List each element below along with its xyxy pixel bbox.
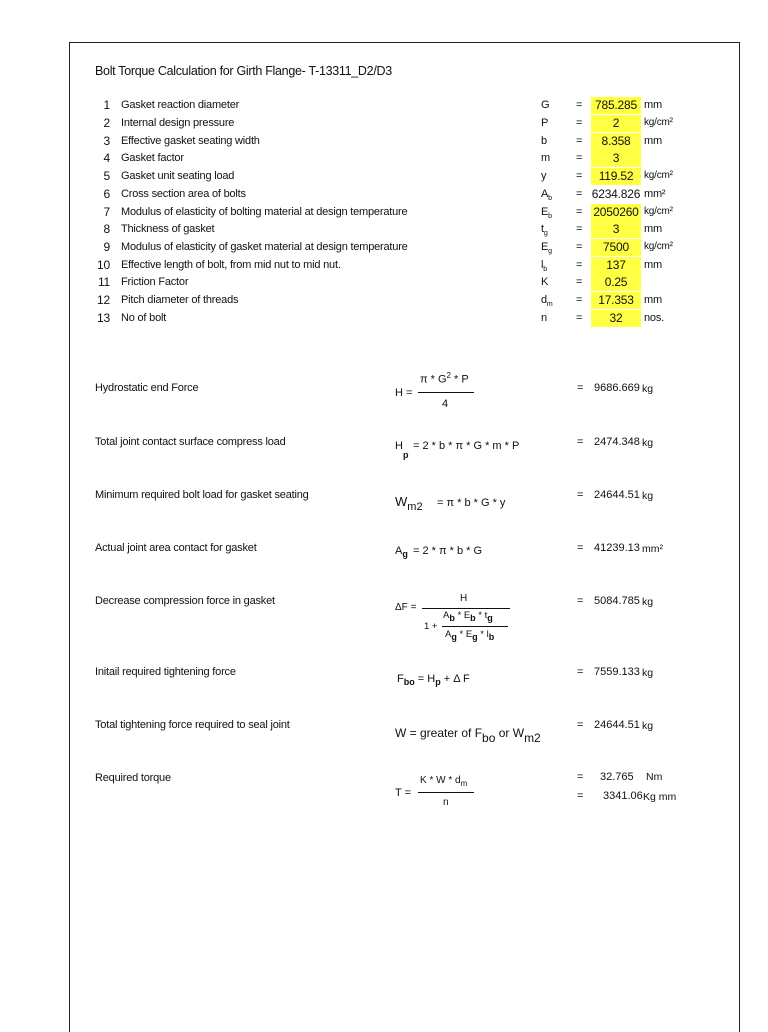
formula-numerator: K * W * d [420,775,461,786]
parameter-unit: nos. [644,312,664,324]
parameter-symbol-letter: K [541,276,549,288]
calc-value-torque-kgmm: 3341.06 [603,790,643,802]
formula-symbol: W [395,494,408,509]
calc-equals: = [577,595,584,607]
parameter-equals: = [576,259,583,271]
parameter-equals: = [576,117,583,129]
calc-label-hydrostatic: Hydrostatic end Force [95,382,199,394]
parameter-description: Internal design pressure [121,117,235,129]
parameter-description: Pitch diameter of threads [121,294,239,306]
formula-rhs: = π * b * G * y [437,497,506,509]
formula-subscript: bo [403,677,415,687]
formula-lhs: ΔF = [395,602,417,613]
parameter-symbol [541,170,546,182]
parameter-row [0,170,768,187]
parameter-description: Thickness of gasket [121,223,215,235]
calc-value-min-bolt-load: 24644.51 [594,489,640,501]
formula-subscript: g [451,632,457,642]
parameter-row [0,276,768,293]
parameter-unit: kg/cm² [644,206,673,217]
parameter-symbol-subscript: b [543,266,547,274]
formula-subscript: b [449,613,455,623]
formula-numerator: H [460,593,468,604]
formula-symbol: F [397,673,404,685]
parameter-symbol-subscript: g [548,248,552,256]
parameter-symbol-letter: d [541,294,547,306]
parameter-number: 2 [103,116,110,130]
formula-subscript: m2 [524,731,541,745]
formula-symbol: A [395,545,403,557]
calc-equals: = [577,771,584,783]
parameter-value: 2050260 [591,204,641,221]
formula-text-mid: or W [495,726,525,740]
formula-denominator: 4 [442,398,449,410]
fraction-bar [422,608,510,609]
parameter-symbol-subscript: m [546,301,553,309]
calc-value-decrease-force: 5084.785 [594,595,640,607]
parameter-value: 137 [591,257,641,274]
parameter-symbol [541,152,550,164]
parameter-unit: mm² [644,188,666,200]
calc-label-decrease-force: Decrease compression force in gasket [95,595,275,607]
parameter-value: 3 [591,221,641,238]
formula-lhs: T = [395,787,412,799]
parameter-description: Gasket factor [121,152,184,164]
formula-one-plus: 1 + [424,621,438,632]
formula-inner-denominator-mid: * E [456,629,473,640]
parameter-number: 3 [103,134,110,148]
parameter-symbol-letter: n [541,312,547,324]
parameter-equals: = [576,188,583,200]
parameter-equals: = [576,99,583,111]
parameter-number: 9 [103,240,110,254]
parameter-row [0,294,768,311]
document-title: Bolt Torque Calculation for Girth Flange- T-13311_D2/D3 [95,64,392,78]
parameter-symbol [541,259,547,273]
fraction-bar-inner [442,626,508,627]
parameter-number: 13 [97,311,110,325]
parameter-equals: = [576,152,583,164]
formula-rhs: = 2 * b * π * G * m * P [413,440,520,452]
calc-equals: = [577,542,584,554]
formula-subscript: bo [482,731,496,745]
parameter-value: 0.25 [591,274,641,291]
parameter-equals: = [576,135,583,147]
parameter-value: 7500 [591,239,641,256]
parameter-symbol [541,223,548,237]
parameter-value: 3 [591,150,641,167]
calc-label-joint-load: Total joint contact surface compress load [95,436,286,448]
calc-equals: = [577,382,584,394]
parameter-symbol [541,276,548,288]
parameter-unit: kg/cm² [644,241,673,252]
parameter-symbol [541,99,549,111]
parameter-symbol-subscript: g [543,230,548,238]
parameter-number: 8 [103,222,110,236]
formula-tail: + Δ F [440,673,470,685]
calc-unit-initial-force: kg [642,667,654,679]
parameter-description: Effective length of bolt, from mid nut to mid nut. [121,259,341,271]
parameter-symbol-letter: m [541,152,550,164]
parameter-row [0,188,768,205]
formula-subscript: p [403,450,409,460]
parameter-unit: mm [644,135,662,147]
parameter-unit: mm [644,294,662,306]
parameter-equals: = [576,223,583,235]
calc-equals: = [577,436,584,448]
formula-numerator: π * G [420,373,447,386]
calc-equals: = [577,489,584,501]
parameter-description: Modulus of elasticity of bolting material at design temperature [121,206,408,218]
parameter-row [0,99,768,116]
parameter-number: 4 [103,151,110,165]
formula-subscript: g [402,549,408,559]
parameter-value: 785.285 [591,97,641,114]
parameter-number: 5 [103,169,110,183]
formula-subscript: m2 [407,501,423,513]
parameter-equals: = [576,312,583,324]
fraction-bar [418,392,474,393]
parameter-description: Effective gasket seating width [121,135,260,147]
parameter-value: 32 [591,310,641,327]
parameter-number: 12 [97,293,110,307]
parameter-symbol-letter: l [541,259,544,271]
parameter-symbol [541,312,547,324]
parameter-row [0,259,768,276]
parameter-symbol [541,117,548,129]
calc-value-initial-force: 7559.133 [594,666,640,678]
calc-equals: = [577,666,584,678]
parameter-number: 11 [97,275,110,289]
parameter-description: No of bolt [121,312,167,324]
parameter-value: 8.358 [591,133,641,150]
formula-lhs: H = [395,387,413,399]
calc-value-hydrostatic: 9686.669 [594,382,640,394]
parameter-symbol-letter: y [541,170,547,182]
parameter-symbol-letter: P [541,117,549,129]
formula-inner-numerator: A [443,610,450,621]
calc-equals: = [577,719,584,731]
formula-subscript: b [470,613,476,623]
parameter-description: Gasket unit seating load [121,170,235,182]
parameter-symbol-letter: b [541,135,547,147]
parameter-unit: kg/cm² [644,117,673,128]
parameter-symbol-letter: G [541,99,550,111]
parameter-value: 119.52 [591,168,641,185]
parameter-equals: = [576,276,583,288]
calc-unit-decrease-force: kg [642,596,654,608]
parameter-description: Gasket reaction diameter [121,99,240,111]
parameter-number: 6 [103,187,110,201]
parameter-symbol-letter: E [541,241,549,253]
parameter-symbol [541,188,552,202]
parameter-value: 17.353 [591,292,641,309]
calc-label-initial-force: Initail required tightening force [95,666,236,678]
calc-label-min-bolt-load: Minimum required bolt load for gasket seating [95,489,309,501]
parameter-row [0,206,768,223]
formula-inner-numerator-end: * t [475,610,488,621]
calc-equals: = [577,790,584,802]
calc-unit-joint-load: kg [642,437,654,449]
parameter-unit: mm [644,99,662,111]
formula-numerator-tail: * P [451,373,469,386]
parameter-number: 1 [103,98,110,112]
parameter-unit: kg/cm² [644,170,673,181]
formula-subscript: g [472,632,478,642]
parameter-equals: = [576,170,583,182]
calc-label-joint-area: Actual joint area contact for gasket [95,542,257,554]
parameter-equals: = [576,294,583,306]
parameter-number: 10 [97,258,110,272]
formula-text: W = greater of F [395,726,483,740]
formula-exponent: 2 [446,371,451,380]
parameter-equals: = [576,241,583,253]
parameter-row [0,135,768,152]
parameter-symbol-subscript: b [548,195,552,203]
parameter-description: Cross section area of bolts [121,188,246,200]
formula-inner-denominator: A [445,629,452,640]
parameter-row [0,223,768,240]
parameter-row [0,117,768,134]
parameter-unit: mm [644,223,662,235]
parameter-symbol-letter: t [541,223,544,235]
fraction-bar [418,792,474,793]
parameter-symbol-subscript: b [548,213,552,221]
formula-symbol: H [395,440,403,452]
formula-subscript: g [487,613,493,623]
calc-unit-torque-nm: Nm [646,771,663,783]
parameter-row [0,241,768,258]
calc-unit-joint-area: mm² [642,543,663,555]
parameter-symbol [541,294,553,308]
calc-value-joint-area: 41239.13 [594,542,640,554]
formula-subscript: b [488,632,495,642]
calc-value-joint-load: 2474.348 [594,436,640,448]
parameter-row [0,312,768,329]
calc-value-torque-nm: 32.765 [600,771,634,783]
parameter-symbol [541,206,552,220]
parameter-symbol [541,135,547,147]
parameter-row [0,152,768,169]
calc-value-total-force: 24644.51 [594,719,640,731]
parameter-value: 6234.826 [591,187,641,201]
formula-mid: = H [414,673,436,685]
calc-unit-min-bolt-load: kg [642,490,654,502]
formula-inner-numerator-mid: * E [454,610,471,621]
parameter-unit: mm [644,259,662,271]
parameter-symbol-letter: A [541,188,549,200]
parameter-number: 7 [103,205,110,219]
calc-label-total-force: Total tightening force required to seal joint [95,719,290,731]
parameter-equals: = [576,206,583,218]
formula-denominator: n [443,797,449,808]
formula-subscript: m [460,779,468,788]
parameter-description: Friction Factor [121,276,189,288]
formula-subscript: p [435,677,441,687]
parameter-value: 2 [591,115,641,132]
formula-rhs: = 2 * π * b * G [413,545,483,557]
calc-unit-total-force: kg [642,720,654,732]
parameter-symbol-letter: E [541,206,549,218]
calc-unit-torque-kgmm: Kg mm [643,791,677,803]
formula-inner-denominator-end: * l [477,629,489,640]
calc-label-torque: Required torque [95,772,171,784]
parameter-symbol [541,241,552,255]
calc-unit-hydrostatic: kg [642,383,654,395]
parameter-description: Modulus of elasticity of gasket material at design temperature [121,241,408,253]
